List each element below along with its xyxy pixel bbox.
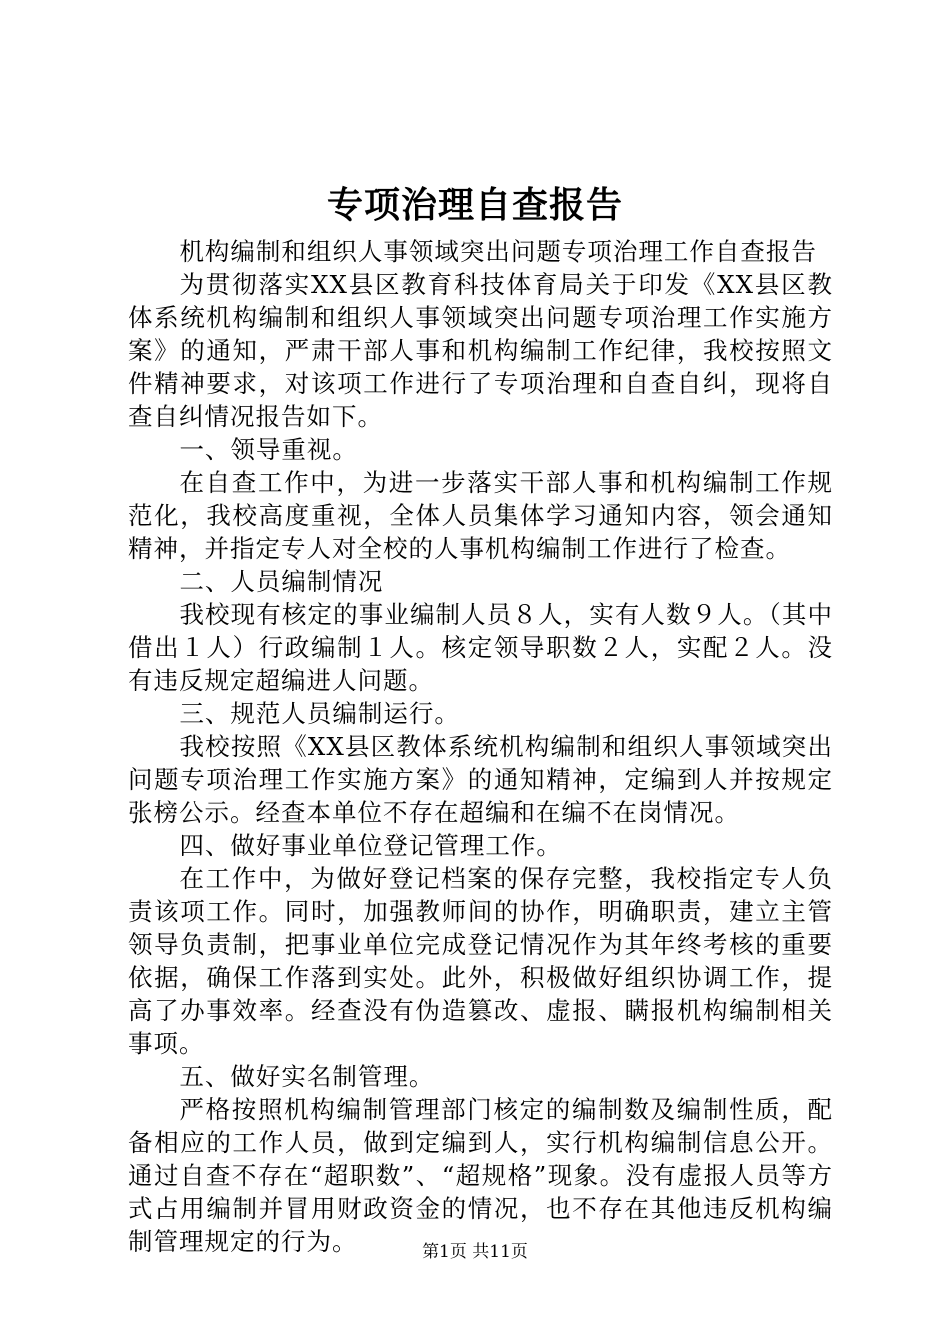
section-heading-5: 五、做好实名制管理。 [179,1062,435,1091]
section-heading-3: 三、规范人员编制运行。 [179,699,460,728]
document-body [128,235,833,1258]
intro-paragraph: 为贯彻落实XX县区教育科技体育局关于印发《XX县区教体系统机构编制和组织人事领域突出问题专项治理工作实施方案》的通知，严肃干部人事和机构编制工作纪律，我校按照文件精神要求，对该项工作进行了专项治理和自查自纠，现将自查自纠情况报告如下。 [128,270,833,431]
section-paragraph-2: 我校现有核定的事业编制人员８人，实有人数９人。（其中借出１人）行政编制１人。核定领导职数２人，实配２人。没有违反规定超编进人问题。 [128,600,833,695]
section-paragraph-1: 在自查工作中，为进一步落实干部人事和机构编制工作规范化，我校高度重视，全体人员集体学习通知内容，领会通知精神，并指定专人对全校的人事机构编制工作进行了检查。 [128,468,833,563]
section-paragraph-4: 在工作中，为做好登记档案的保存完整，我校指定专人负责该项工作。同时，加强教师间的协作，明确职责，建立主管领导负责制，把事业单位完成登记情况作为其年终考核的重要依据，确保工作落到实处。此外，积极做好组织协调工作，提高了办事效率。经查没有伪造篡改、虚报、瞒报机构编制相关事项。 [128,864,833,1058]
subtitle-paragraph: 机构编制和组织人事领域突出问题专项治理工作自查报告 [179,237,817,266]
section-heading-1: 一、领导重视。 [179,435,358,464]
page-number-footer: 第1页 共11页 [422,1242,528,1262]
section-heading-4: 四、做好事业单位登记管理工作。 [179,831,562,860]
document-title: 专项治理自查报告 [326,184,623,226]
section-paragraph-3: 我校按照《XX县区教体系统机构编制和组织人事领域突出问题专项治理工作实施方案》的通知精神，定编到人并按规定张榜公示。经查本单位不存在超编和在编不在岗情况。 [128,732,833,827]
section-paragraph-5: 严格按照机构编制管理部门核定的编制数及编制性质，配备相应的工作人员，做到定编到人，实行机构编制信息公开。通过自查不存在“超职数”、“超规格”现象。没有虚报人员等方式占用编制并冒用财政资金的情况，也不存在其他违反机构编制管理规定的行为。 [128,1095,833,1256]
section-heading-2: 二、人员编制情况 [179,567,384,596]
